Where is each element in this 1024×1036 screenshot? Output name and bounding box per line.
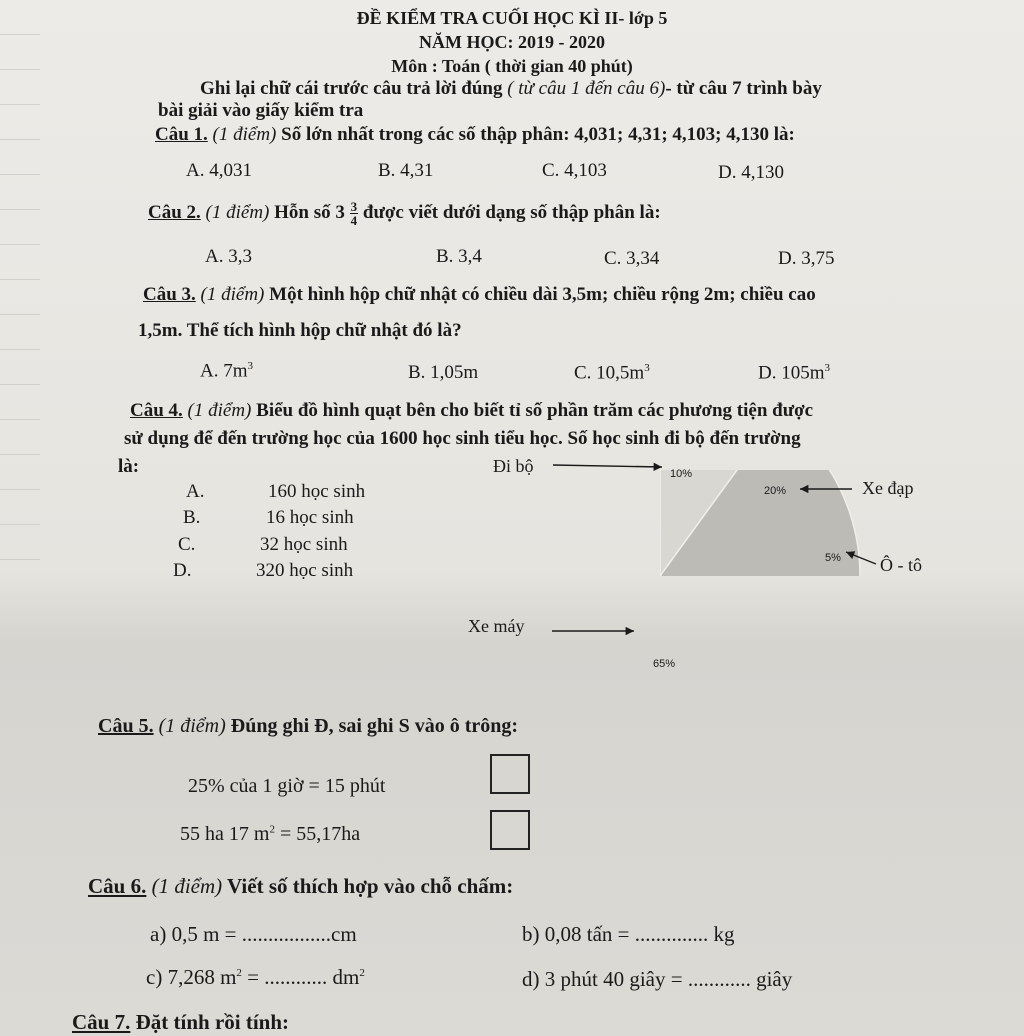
q3-opt-c-text: C. 10,5m <box>574 362 645 384</box>
q3-points: (1 điểm) <box>200 284 265 305</box>
q5-item-2-exp: 2 <box>269 823 275 836</box>
q3-opt-c-exp: 3 <box>644 362 650 374</box>
q5-answer-box-1[interactable] <box>490 754 530 794</box>
q2-option-d: D. 3,75 <box>778 248 835 269</box>
arrow-di-bo <box>553 465 662 467</box>
q1-option-b: B. 4,31 <box>378 160 434 181</box>
q4-text-line2: sử dụng để đến trường học của 1600 học sinh tiểu học. Số học sinh đi bộ đến trường <box>124 428 801 449</box>
instructions-part-c: - từ câu 7 trình bày <box>665 78 822 99</box>
q3-label: Câu 3. <box>143 284 196 305</box>
q2-option-a: A. 3,3 <box>205 246 252 267</box>
legend-o-to: Ô - tô <box>880 555 922 575</box>
label-10-percent: 10% <box>670 468 693 480</box>
q3-text-line1: Một hình hộp chữ nhật có chiều dài 3,5m; chiều rộng 2m; chiều cao <box>269 284 816 305</box>
q2-text-b: được viết dưới dạng số thập phân là: <box>362 201 661 223</box>
q6-item-c-exp2: 2 <box>359 967 365 979</box>
q7-text: Đặt tính rồi tính: <box>135 1010 290 1034</box>
q2-option-b: B. 3,4 <box>436 246 482 267</box>
q6-item-c-a: c) 7,268 m <box>146 965 237 989</box>
q4-option-d: D. <box>173 560 192 581</box>
pie-slice-3 <box>660 576 850 694</box>
q5-text: Đúng ghi Đ, sai ghi S vào ô trông: <box>230 715 519 737</box>
q3-option-b: B. 1,05m <box>408 362 479 383</box>
q6-item-a: a) 0,5 m = .................cm <box>150 922 357 946</box>
label-5-percent: 5% <box>825 552 841 564</box>
q1-label: Câu 1. <box>155 124 208 145</box>
q1-option-c: C. 4,103 <box>542 160 607 181</box>
q5-item-2 <box>180 823 360 846</box>
q1-text: Số lớn nhất trong các số thập phân: 4,031; 4,31; 4,103; 4,130 là: <box>281 124 795 145</box>
q4-option-d-text: 320 học sinh <box>256 560 354 581</box>
q6-item-c-b: = ............ dm <box>241 965 360 989</box>
question-6 <box>88 874 513 899</box>
q5-item-1: 25% của 1 giờ = 15 phút <box>188 775 386 797</box>
q6-item-d: d) 3 phút 40 giây = ............ giây <box>522 967 793 991</box>
q4-option-b: B. <box>183 507 201 528</box>
legend-di-bo: Đi bộ <box>493 456 534 476</box>
q3-opt-a-text: A. 7m <box>200 360 248 382</box>
q1-option-d: D. 4,130 <box>718 162 784 183</box>
exam-title: ĐỀ KIỂM TRA CUỐI HỌC KÌ II- lớp 5 <box>356 8 668 28</box>
q5-item-2-a: 55 ha 17 m <box>180 823 270 845</box>
q4-option-c-text: 32 học sinh <box>260 534 348 555</box>
q4-points: (1 điểm) <box>187 400 252 421</box>
q2-frac-den: 4 <box>350 213 358 228</box>
q6-text: Viết số thích hợp vào chỗ chấm: <box>227 874 514 898</box>
legend-xe-may: Xe máy <box>468 616 525 636</box>
q4-label: Câu 4. <box>130 400 183 421</box>
q3-opt-d-exp: 3 <box>824 362 830 374</box>
legend-xe-dap: Xe đạp <box>862 478 914 498</box>
q5-item-2-b: = 55,17ha <box>274 823 361 845</box>
q2-points: (1 điểm) <box>205 201 270 223</box>
q4-option-a-text: 160 học sinh <box>268 481 366 502</box>
q1-points: (1 điểm) <box>212 124 277 145</box>
q6-item-b: b) 0,08 tấn = .............. kg <box>522 922 735 946</box>
q3-opt-a-exp: 3 <box>247 360 253 372</box>
q4-opt-a-letter: A. <box>186 481 205 502</box>
q1-option-a: A. 4,031 <box>186 160 252 181</box>
q4-option-b-text: 16 học sinh <box>266 507 354 528</box>
q7-label: Câu 7. <box>72 1010 131 1034</box>
q5-points: (1 điểm) <box>158 715 226 737</box>
q2-option-c: C. 3,34 <box>604 248 660 269</box>
q3-opt-d-text: D. 105m <box>758 362 825 384</box>
q4-option-c: C. <box>178 534 196 555</box>
subject-text: Môn : Toán ( thời gian 40 phút) <box>391 56 633 76</box>
q4-text-line3: là: <box>118 456 140 477</box>
instructions-part-a: Ghi lại chữ cái trước câu trả lời đúng <box>200 78 508 99</box>
q6-item-c-exp1: 2 <box>236 967 242 979</box>
q5-answer-box-2[interactable] <box>490 810 530 850</box>
q4-text-line1: Biểu đồ hình quạt bên cho biết tỉ số phần trăm các phương tiện được <box>256 400 814 421</box>
q2-text-a: Hỗn số 3 <box>274 201 345 223</box>
label-20-percent: 20% <box>764 485 787 497</box>
instructions-part-b: ( từ câu 1 đến câu 6) <box>507 78 666 99</box>
pie-slices <box>460 376 860 776</box>
q6-points: (1 điểm) <box>151 874 223 898</box>
q2-label: Câu 2. <box>148 201 201 223</box>
question-5 <box>98 715 518 738</box>
q6-item-c <box>146 965 365 990</box>
q6-label: Câu 6. <box>88 874 147 898</box>
question-7 <box>72 1010 289 1035</box>
label-65-percent: 65% <box>653 658 676 670</box>
school-year: NĂM HỌC: 2019 - 2020 <box>419 32 605 52</box>
instructions-line2: bài giải vào giấy kiểm tra <box>158 100 364 121</box>
q3-text-line2: 1,5m. Thể tích hình hộp chữ nhật đó là? <box>138 320 462 341</box>
q5-label: Câu 5. <box>98 715 154 737</box>
q2-frac-num: 3 <box>350 199 358 214</box>
